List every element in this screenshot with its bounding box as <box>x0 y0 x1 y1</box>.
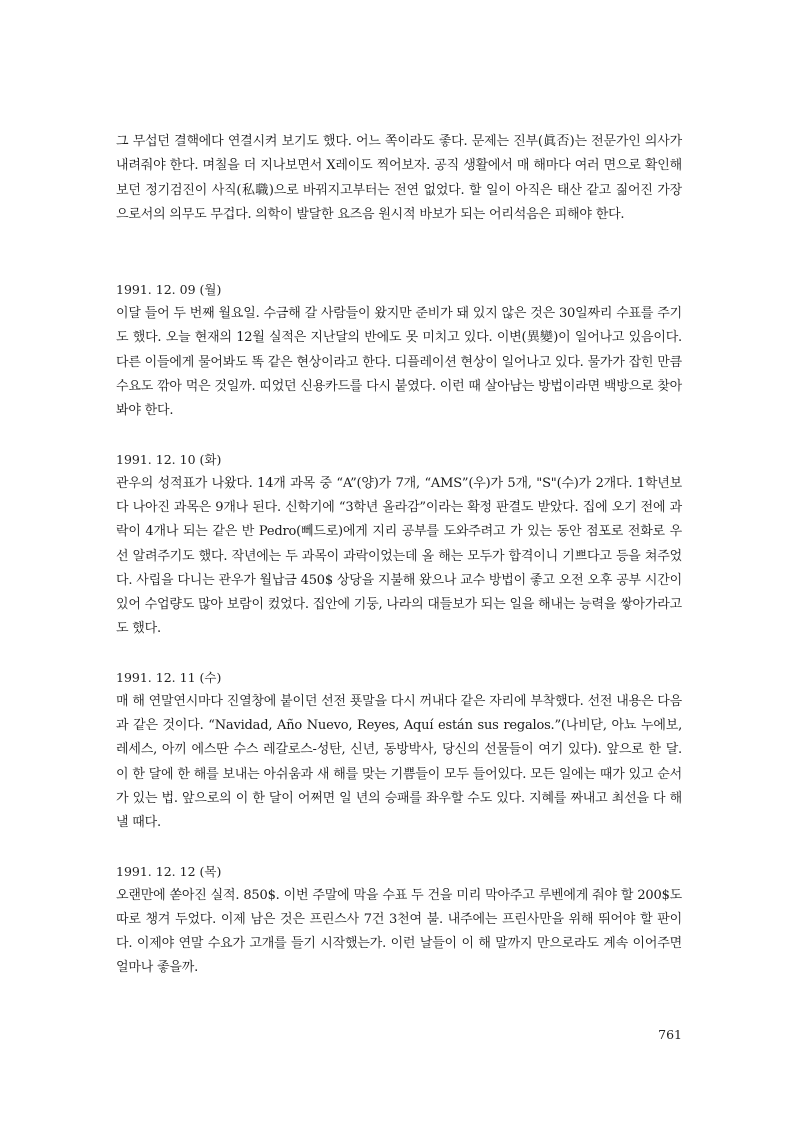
entry-text: 이달 들어 두 번째 월요일. 수금해 갈 사람들이 왔지만 준비가 돼 있지 않은 것은 30일짜리 수표를 주기도 했다. 오늘 현재의 12월 실적은 지난달의 반에도 못 미치고 있다. 이변(異變)이 일어나고 있음이다. 다른 이들에게 물어봐도 똑 같은 현상이라고 한다. 디플레이션 현상이 일어나고 있다. 물가가 잡힌 만큼 수요도 깎아 먹은 것일까. 띠었던 신용카드를 다시 붙였다. 이런 때 살아남는 방법이라면 백방으로 찾아 봐야 한다. <box>116 306 682 419</box>
diary-entry <box>116 278 682 423</box>
entry-date: 1991. 12. 11 (수) <box>116 669 222 685</box>
intro-paragraph: 그 무섭던 결핵에다 연결시켜 보기도 했다. 어느 쪽이라도 좋다. 문제는 진부(眞否)는 전문가인 의사가 내려줘야 한다. 며칠을 더 지나보면서 X레이도 찍어보자. 공직 생활에서 매 해마다 여러 면으로 확인해 보던 정기검진이 사직(私職)으로 바꿔지고부터는 전연 없었다. 할 일이 아직은 태산 같고 짊어진 가장으로서의 의무도 무겁다. 의학이 발달한 요즈음 원시적 바보가 되는 어리석음은 피해야 한다. <box>116 134 682 222</box>
entry-date: 1991. 12. 12 (목) <box>116 863 222 879</box>
entry-text: 매 해 연말연시마다 진열창에 붙이던 선전 푯말을 다시 꺼내다 같은 자리에 부착했다. 선전 내용은 다음과 같은 것이다. “Navidad, Año Nuevo, Reyes, Aquí están sus regalos.”(나비닫, 아뇨 누에보, 레세스, 아끼 에스딴 수스 레갈로스-성탄, 신년, 동방박사, 당신의 선물들이 여기 있다). 앞으로 한 달. 이 한 달에 한 해를 보내는 아쉬움과 새 해를 맞는 기쁨들이 모두 들어있다. 모든 일에는 때가 있고 순서가 있는 법. 앞으로의 이 한 달이 어쩌면 일 년의 승패를 좌우할 수도 있다. 지혜를 짜내고 최선을 다 해낼 때다. <box>116 693 682 831</box>
diary-entry <box>116 448 682 642</box>
page-body <box>116 130 682 1005</box>
diary-entry <box>116 666 682 836</box>
entry-date: 1991. 12. 10 (화) <box>116 451 222 467</box>
entry-text: 오랜만에 쏟아진 실적. 850$. 이번 주말에 막을 수표 두 건을 미리 막아주고 루벤에게 줘야 할 200$도 따로 챙겨 두었다. 이제 남은 것은 프린스사 7건 3천여 불. 내주에는 프린사만을 위해 뛰어야 할 판이다. 이제야 연말 수요가 고개를 들기 시작했는가. 이런 날들이 이 해 말까지 만으로라도 계속 이어주면 얼마나 좋을까. <box>116 887 682 976</box>
diary-entry <box>116 860 682 981</box>
entry-text: 관우의 성적표가 나왔다. 14개 과목 중 “A”(양)가 7개, “AMS”(우)가 5개, "S"(수)가 2개다. 1학년보다 나아진 과목은 9개나 된다. 신학기에 “3학년 올라감”이라는 확정 판결도 받았다. 집에 오기 전에 과락이 4개나 되는 같은 반 Pedro(뻬드로)에게 지리 공부를 도와주려고 가 있는 동안 점포로 전화로 우선 알려주기도 했다. 작년에는 두 과목이 과락이었는데 올 해는 모두가 합격이니 기쁘다고 등을 쳐주었다. 사립을 다니는 관우가 월납금 450$ 상당을 지불해 왔으나 교수 방법이 좋고 오전 오후 공부 시간이 있어 수업량도 많아 보람이 컸었다. 집안에 기둥, 나라의 대들보가 되는 일을 해내는 능력을 쌓아가라고도 했다. <box>116 475 682 637</box>
entry-date: 1991. 12. 09 (월) <box>116 282 222 298</box>
page-number: 761 <box>658 1027 682 1042</box>
